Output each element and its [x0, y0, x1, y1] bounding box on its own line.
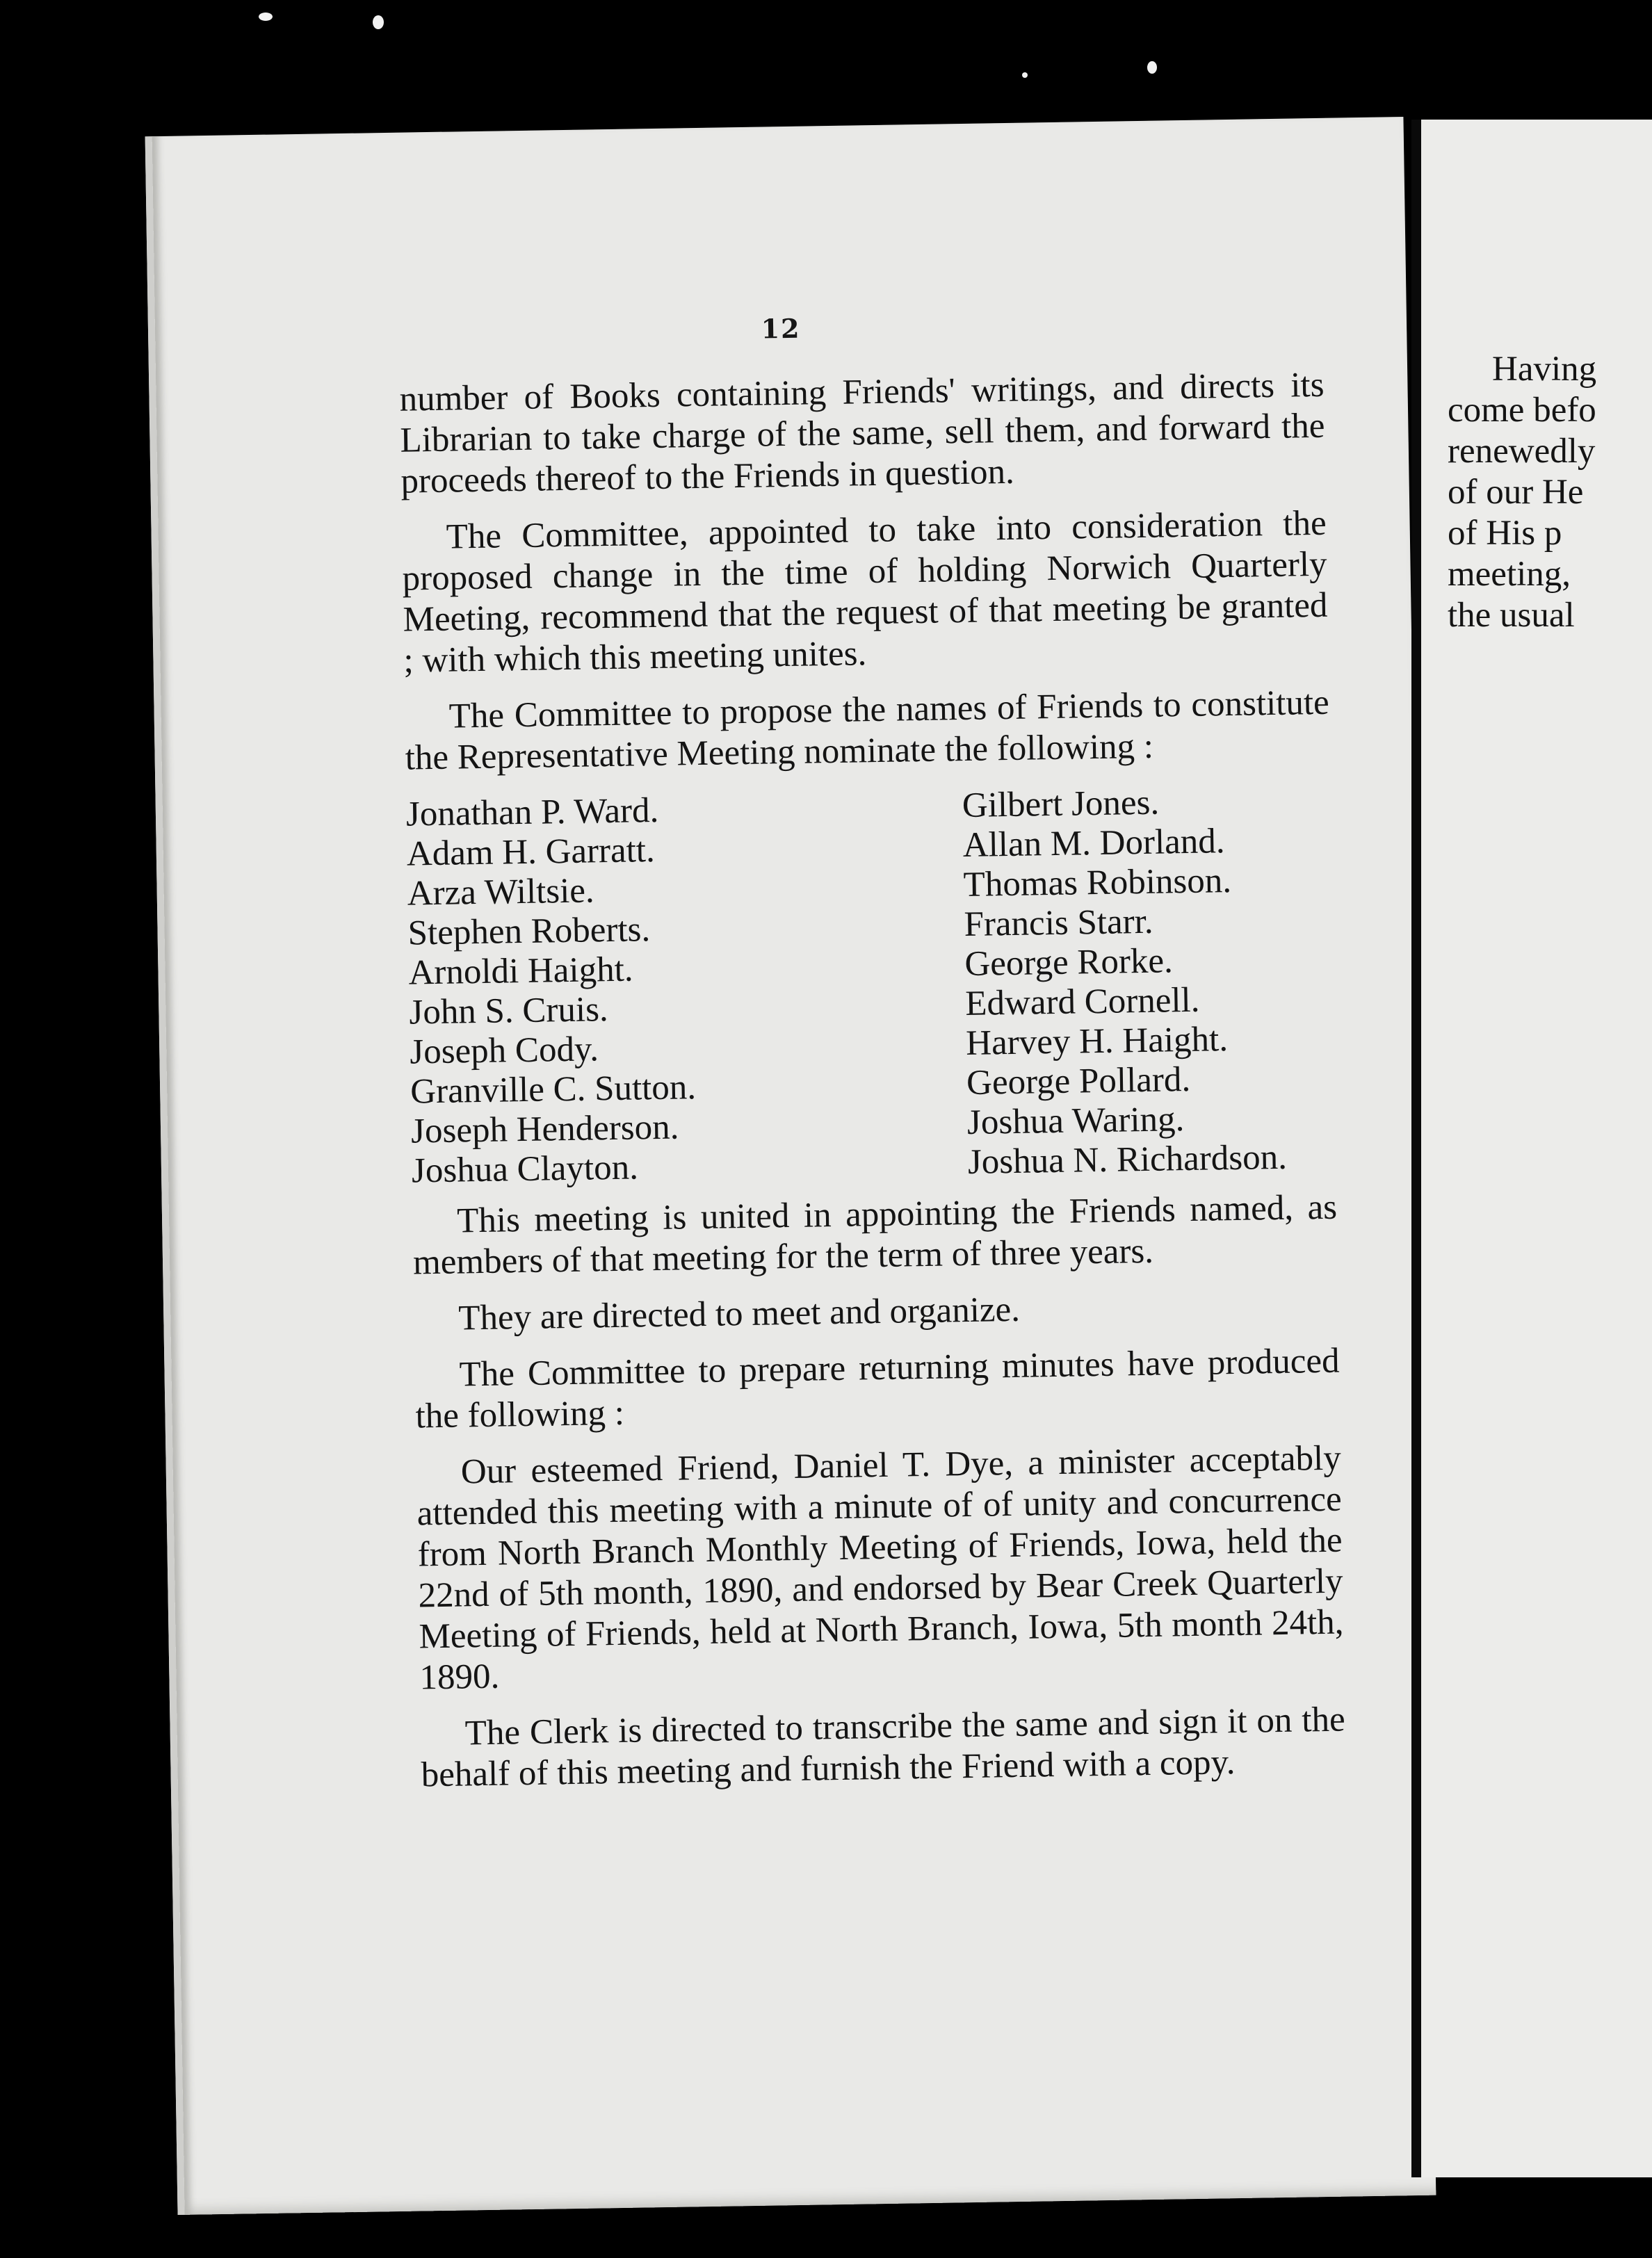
name-entry: Joshua Waring. [966, 1100, 1185, 1142]
dust-speck [1022, 72, 1028, 78]
facing-line: the usual [1448, 596, 1575, 635]
facing-line: renewedly [1448, 432, 1596, 471]
dust-speck [373, 15, 384, 29]
name-entry: Joshua N. Richardson. [967, 1137, 1288, 1182]
paragraph-books: number of Books containing Friends' writings, and directs its Librarian to take charge of the same, sell them, and forward the proceeds thereof to the Friends in question. [399, 365, 1325, 501]
facing-page-text [1448, 349, 1652, 636]
name-entry: Arza Wiltsie. [407, 871, 595, 913]
paragraph-appointing: This meeting is united in appointing the Friends named, as members of that meeting for the term of three years. [412, 1187, 1338, 1283]
name-entry: Granville C. Sutton. [410, 1068, 697, 1112]
name-entry: George Rorke. [964, 941, 1174, 984]
paragraph-norwich: The Committee, appointed to take into consideration the proposed change in the time of holding Norwich Quarterly Meeting, recommend that the request of that meeting be granted ; with which this meeting unites. [402, 503, 1328, 681]
names-column-left [406, 786, 969, 1190]
left-page [145, 117, 1436, 2215]
names-column-right [962, 781, 1287, 1182]
paragraph-daniel-dye: Our esteemed Friend, Daniel T. Dye, a minister acceptably attended this meeting with a minute of of unity and concurrence from North Branch Monthly Meeting of Friends, Iowa, held the 22nd of 5th month, 1890, and endorsed by Bear Creek Quarterly Meeting of Friends, held at North Branch, Iowa, 5th month 24th, 1890. [416, 1438, 1344, 1698]
name-entry: Edward Cornell. [964, 980, 1200, 1024]
paragraph-representative: The Committee to propose the names of Friends to constitute the Representative Meeting nominate the following : [405, 683, 1330, 778]
facing-line: meeting, [1448, 555, 1571, 594]
facing-line: of our He [1448, 473, 1584, 512]
facing-line: come befo [1448, 391, 1596, 430]
name-entry: Joshua Clayton. [411, 1148, 639, 1191]
dust-speck [1147, 61, 1157, 74]
name-entry: Stephen Roberts. [407, 910, 651, 953]
dust-speck [259, 13, 273, 21]
name-entry: Arnoldi Haight. [408, 950, 633, 993]
page-number: 12 [761, 312, 801, 345]
name-entry: Joseph Henderson. [410, 1107, 679, 1151]
facing-line: of His p [1448, 514, 1562, 553]
page-text [399, 365, 1346, 1812]
paragraph-returning-minutes: The Committee to prepare returning minutes have produced the following : [415, 1341, 1340, 1436]
paragraph-clerk: The Clerk is directed to transcribe the same and sign it on the behalf of this meeting and furnish the Friend with a copy. [421, 1700, 1346, 1795]
name-entry: John S. Cruis. [409, 990, 609, 1032]
facing-page [1411, 120, 1652, 2177]
name-entry: Gilbert Jones. [962, 783, 1160, 826]
name-entry: Francis Starr. [964, 902, 1153, 945]
names-list [406, 780, 1337, 1191]
name-entry: Jonathan P. Ward. [405, 790, 659, 834]
name-entry: Thomas Robinson. [963, 861, 1232, 905]
name-entry: George Pollard. [966, 1059, 1191, 1103]
facing-line: Having [1492, 350, 1597, 389]
paragraph-organize: They are directed to meet and organize. [457, 1290, 1021, 1338]
name-entry: Allan M. Dorland. [962, 822, 1225, 866]
name-entry: Joseph Cody. [409, 1030, 599, 1072]
name-entry: Harvey H. Haight. [965, 1020, 1229, 1064]
name-entry: Adam H. Garratt. [406, 831, 656, 874]
